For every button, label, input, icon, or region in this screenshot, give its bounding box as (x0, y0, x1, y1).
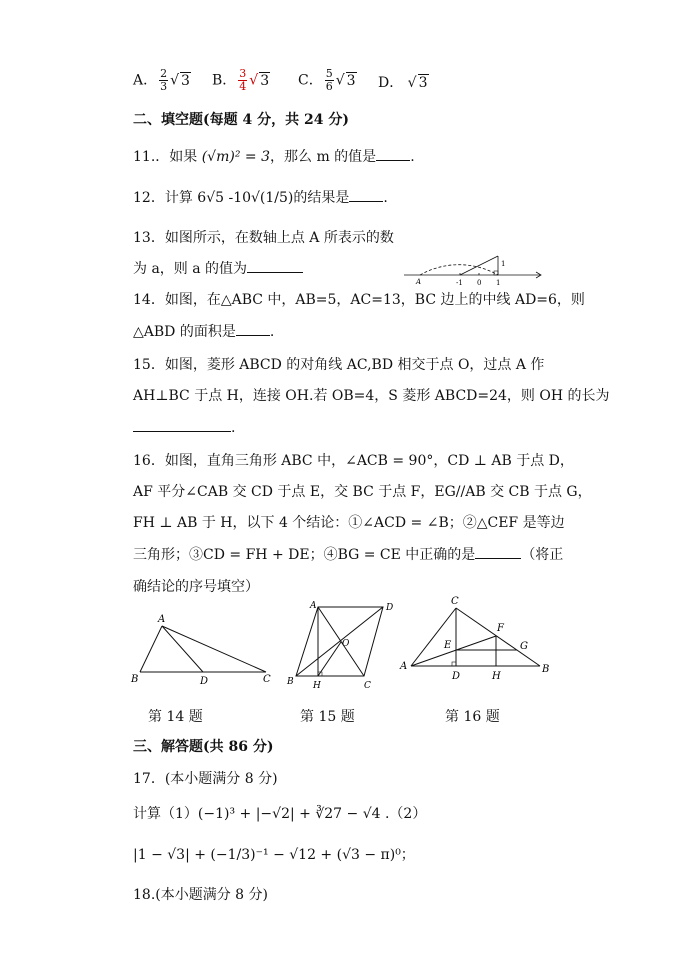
question-15-line3 (133, 418, 235, 438)
option-a-fraction (159, 68, 168, 93)
q12-answer-blank[interactable] (349, 189, 383, 202)
q14-answer-blank[interactable] (236, 323, 270, 336)
q11-expression: (√m)² = 3 (201, 149, 270, 165)
q11-period: . (410, 149, 415, 165)
label-c: C (451, 596, 459, 607)
q12-prefix: 12．计算 (133, 190, 193, 206)
label-h: H (492, 671, 501, 682)
tick-label-minus-one: -1 (456, 279, 463, 287)
option-a: A． $\frac{2}{3}$ √ 3 (133, 67, 190, 93)
q16-text-end: （将正 (521, 547, 564, 563)
label-e: E (444, 640, 452, 651)
q16-text: 三角形；③CD = FH + DE；④BG = CE 中正确的是 (133, 547, 476, 563)
question-16-line1: 16．如图，直角三角形 ABC 中，∠ACB = 90°，CD ⊥ AB 于点 D， (133, 453, 574, 469)
option-c-label: C． (298, 72, 323, 89)
section-2-heading: 二、填空题(每题 4 分，共 24 分) (133, 112, 349, 128)
q13-text: 为 a，则 a 的值为 (133, 261, 248, 277)
dashed-arc (420, 265, 498, 275)
question-12 (133, 188, 388, 208)
label-b: B (287, 677, 294, 687)
figure-16 (396, 592, 556, 687)
option-b-radicand: 3 (260, 72, 270, 89)
diagonal-bd (296, 607, 383, 676)
option-d-radicand: 3 (418, 75, 428, 91)
question-16-line2: AF 平分∠CAB 交 CD 于点 E，交 BC 于点 F，EG//AB 交 CB 于点 G， (133, 484, 592, 500)
option-c: C． $\frac{5}{6}$ √ 3 (298, 67, 356, 93)
option-b-denominator: 4 (239, 80, 247, 93)
label-h: H (313, 681, 321, 691)
label-d: D (200, 676, 209, 687)
segment-ab (140, 626, 162, 672)
option-c-radicand: 3 (346, 72, 356, 89)
question-16-line3: FH ⊥ AB 于 H，以下 4 个结论：①∠ACD = ∠B；②△CEF 是等边 (133, 515, 565, 531)
option-c-numerator: 5 (325, 67, 333, 80)
question-17-line2: |1 − √3| + (−1/3)⁻¹ − √12 + (√3 − π)⁰； (133, 847, 415, 863)
question-16-line4 (133, 545, 563, 565)
option-a-radicand: 3 (181, 72, 190, 89)
label-d: D (452, 671, 461, 682)
figure-15-caption: 第 15 题 (300, 709, 355, 725)
option-c-denominator: 6 (325, 80, 333, 93)
tick-label-one: 1 (496, 279, 501, 287)
q15-answer-blank[interactable] (133, 419, 231, 432)
option-b: B． $\frac{3}{4}$ √ 3 (212, 67, 270, 93)
number-line-figure (398, 218, 544, 290)
label-a: A (310, 601, 317, 611)
segment-ac (162, 626, 266, 672)
figure-14 (128, 610, 278, 690)
q12-text: 的结果是 (293, 190, 350, 206)
question-15-line2: AH⊥BC 于点 H，连接 OH.若 OB=4，S 菱形 ABCD=24，则 OH 的长为 (133, 388, 610, 404)
label-b: B (542, 664, 550, 675)
option-d-label: D． (378, 75, 404, 91)
figure-14-caption: 第 14 题 (148, 709, 203, 725)
label-d: D (386, 603, 394, 613)
section-3-heading: 三、解答题(共 86 分) (133, 739, 274, 755)
height-label-one: 1 (501, 260, 506, 268)
figure-16-caption: 第 16 题 (445, 709, 500, 725)
q15-period: . (231, 420, 236, 436)
q11-text: ，那么 m 的值是 (270, 149, 377, 165)
label-a: A (158, 614, 166, 625)
q13-answer-blank[interactable] (247, 260, 303, 273)
segment-af (411, 636, 496, 666)
right-angle-mark-d (452, 662, 456, 666)
q14-text: △ABD 的面积是 (133, 324, 236, 340)
q11-prefix: 11.．如果 (133, 149, 198, 165)
label-b: B (131, 674, 139, 685)
question-18-heading: 18.(本小题满分 8 分) (133, 887, 268, 903)
question-16-line5: 确结论的序号填空） (133, 579, 259, 595)
question-13-line2 (133, 259, 303, 279)
label-f: F (497, 623, 504, 634)
label-o: O (342, 639, 350, 649)
segment-ad (162, 626, 203, 672)
q16-answer-blank[interactable] (475, 546, 521, 559)
option-a-label: A． (133, 72, 158, 89)
q14-period: . (269, 324, 275, 340)
question-13-line1: 13．如图所示，在数轴上点 A 所表示的数 (133, 230, 394, 246)
question-14-line2 (133, 322, 274, 342)
question-15-line1: 15．如图，菱形 ABCD 的对角线 AC,BD 相交于点 O，过点 A 作 (133, 357, 545, 373)
question-17-heading: 17．(本小题满分 8 分) (133, 771, 278, 787)
label-a: A (400, 661, 408, 672)
label-c: C (364, 681, 371, 691)
q11-answer-blank[interactable] (376, 148, 410, 161)
label-c: C (263, 674, 271, 685)
q12-expression: 6√5 -10√(1/5) (197, 190, 294, 206)
question-17-line1: 计算（1）(−1)³ + |−√2| + ∛27 − √4 .（2） (133, 806, 427, 822)
option-b-label: B． (212, 72, 237, 89)
option-d: D． √ 3 (378, 75, 428, 91)
segment-ac (411, 608, 456, 666)
tick-label-zero: 0 (477, 279, 482, 287)
option-b-fraction (238, 68, 247, 93)
option-b-numerator: 3 (239, 67, 247, 80)
q12-period: . (383, 190, 388, 206)
segment-cb (456, 608, 540, 666)
option-c-fraction (325, 68, 334, 93)
segment-oh (318, 642, 341, 676)
question-11 (133, 147, 415, 167)
label-g: G (520, 641, 528, 652)
question-14-line1: 14．如图，在△ABC 中，AB=5，AC=13，BC 边上的中线 AD=6，则 (133, 292, 585, 308)
option-a-denominator: 3 (160, 80, 168, 93)
option-a-numerator: 2 (160, 67, 168, 80)
point-a-label: A (416, 278, 422, 286)
figure-15 (280, 598, 400, 693)
